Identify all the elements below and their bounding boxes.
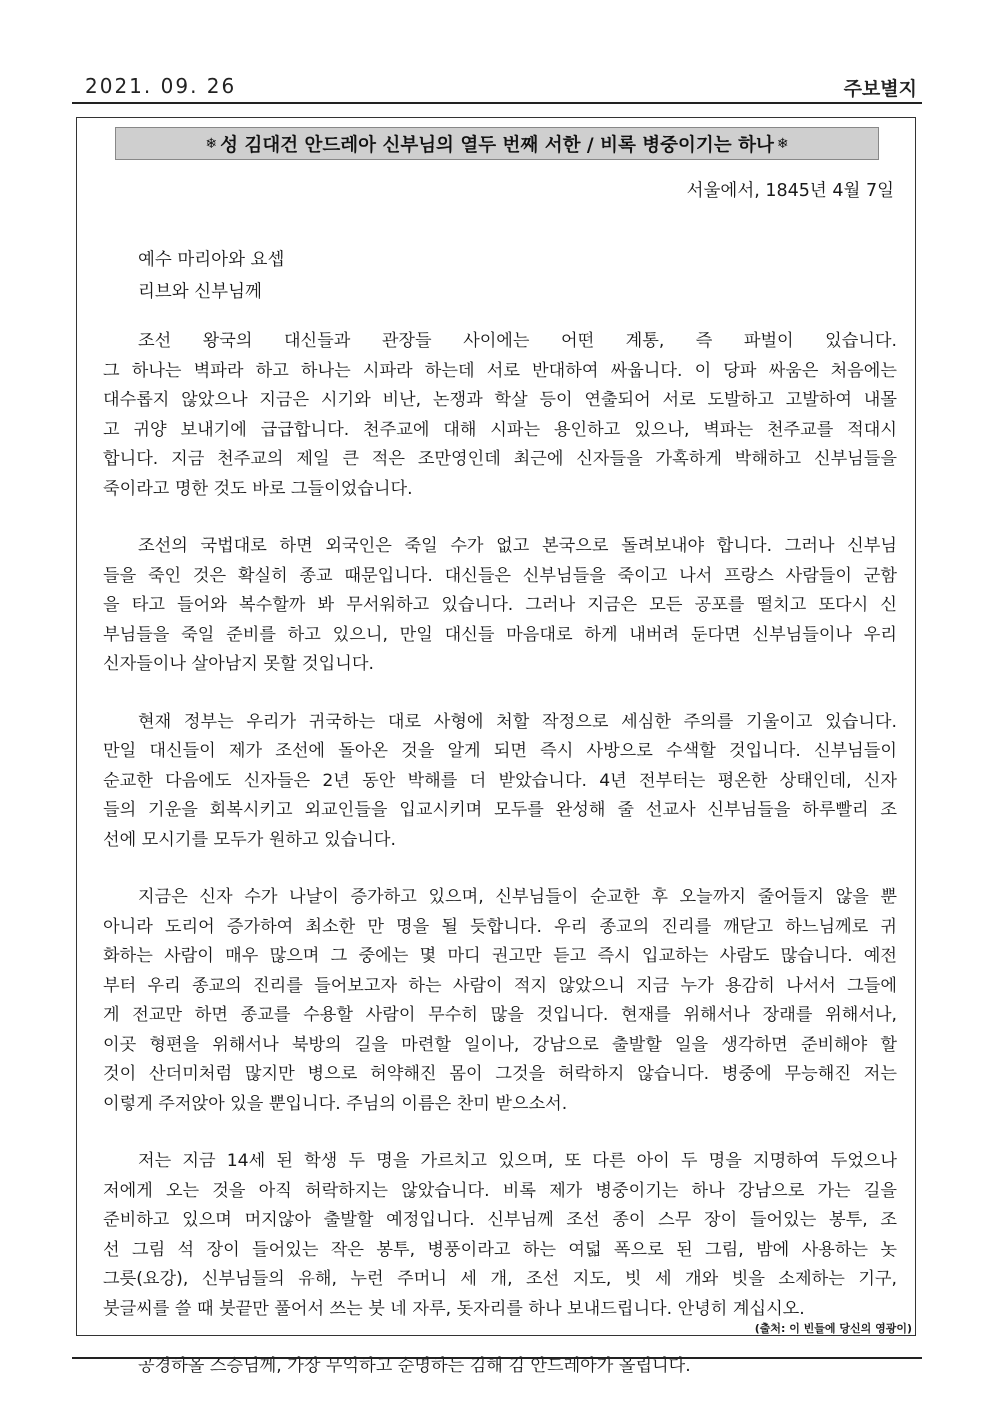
- letter-paragraph: [103, 532, 897, 680]
- paragraph-line: 저는 지금 14세 된 학생 두 명을 가르치고 있으며, 또 다른 아이 두 명을 지명하여 두었으나: [138, 1151, 897, 1171]
- salutation-line: 리브와 신부님께: [138, 282, 262, 302]
- paragraph-line: 아니라 도리어 증가하여 최소한 만 명을 될 듯합니다. 우리 종교의 진리를 깨닫고 하느님께로 귀: [103, 916, 897, 937]
- paragraph-line: 을 타고 들어와 복수할까 봐 무서워하고 있습니다. 그러나 지금은 모든 공포를 떨치고 또다시 신: [103, 595, 897, 615]
- paragraph-line: 대수롭지 않았으나 지금은 시기와 비난, 논쟁과 학살 등이 연출되어 서로 도발하고 고발하여 내몰: [103, 390, 897, 410]
- paragraph-line: 순교한 다음에도 신자들은 2년 동안 박해를 더 받았습니다. 4년 전부터는 평온한 상태인데, 신자: [103, 770, 897, 791]
- paragraph-line: 게 전교만 하면 종교를 수용할 사람이 무수히 많을 것입니다. 현재를 위해서나 장래를 위해서나,: [103, 1005, 897, 1025]
- bulletin-date: 2021. 09. 26: [85, 74, 237, 98]
- source-citation: (출처: 이 빈들에 당신의 영광이): [754, 1322, 912, 1335]
- paragraph-line: 조선의 국법대로 하면 외국인은 죽일 수가 없고 본국으로 돌려보내야 합니다. 그러나 신부님: [138, 536, 897, 556]
- paragraph-line: 공경하올 스승님께, 가장 무익하고 순명하는 김해 김 안드레아가 올립니다.: [138, 1356, 691, 1376]
- bulletin-label: 주보별지: [843, 78, 917, 100]
- paragraph-line: 지금은 신자 수가 나날이 증가하고 있으며, 신부님들이 순교한 후 오늘까지 줄어들지 않을 뿐: [138, 887, 897, 907]
- paragraph-line: 선에 모시기를 모두가 원하고 있습니다.: [103, 829, 396, 850]
- snowflake-icon: ❄: [205, 135, 218, 152]
- paragraph-line: 저에게 오는 것을 아직 허락하지는 않았습니다. 비록 제가 병중이기는 하나 강남으로 가는 길을: [103, 1180, 897, 1201]
- footer-divider: [72, 1357, 922, 1359]
- letter-paragraph: [103, 327, 897, 504]
- paragraph-line: 붓글씨를 쓸 때 붓끝만 풀어서 쓰는 붓 네 자루, 돗자리를 하나 보내드립니다. 안녕히 계십시오.: [103, 1298, 805, 1319]
- letter-title-text: 성 김대건 안드레아 신부님의 열두 번째 서한 / 비록 병중이기는 하나: [220, 134, 774, 156]
- paragraph-line: 그릇(요강), 신부님들의 유해, 누런 주머니 세 개, 조선 지도, 빗 세 개와 빗을 소제하는 기구,: [103, 1269, 897, 1289]
- paragraph-line: 이곳 형편을 위해서나 북방의 길을 마련할 일이나, 강남으로 출발할 일을 생각하면 준비해야 할: [103, 1034, 897, 1055]
- paragraph-line: 고 귀양 보내기에 급급합니다. 천주교에 대해 시파는 용인하고 있으나, 벽파는 천주교를 적대시: [103, 419, 897, 440]
- letter-salutation: [138, 244, 284, 308]
- paragraph-line: 만일 대신들이 제가 조선에 돌아온 것을 알게 되면 즉시 사방으로 수색할 것입니다. 신부님들이: [103, 741, 897, 761]
- paragraph-line: 선 그림 석 장이 들어있는 작은 봉투, 병풍이라고 하는 여덟 폭으로 된 그림, 밤에 사용하는 놋: [103, 1239, 897, 1260]
- letter-paragraph: [103, 708, 897, 856]
- letter-paragraph: [103, 1147, 897, 1324]
- paragraph-line: 부님들을 죽일 준비를 하고 있으니, 만일 대신들 마음대로 하게 내버려 둔다면 신부님들이나 우리: [103, 624, 897, 645]
- paragraph-line: 들의 기운을 회복시키고 외교인들을 입교시키며 모두를 완성해 줄 선교사 신부님들을 하루빨리 조: [103, 800, 897, 820]
- paragraph-line: 들을 죽인 것은 확실히 종교 때문입니다. 대신들은 신부님들을 죽이고 나서 프랑스 사람들이 군함: [103, 565, 897, 586]
- paragraph-line: 부터 우리 종교의 진리를 들어보고자 하는 사람이 적지 않았으니 지금 누가 용감히 나서서 그들에: [103, 975, 897, 996]
- letter-title: [115, 127, 879, 160]
- paragraph-line: 신자들이나 살아남지 못할 것입니다.: [103, 654, 374, 674]
- paragraph-line: 것이 산더미처럼 많지만 병으로 허약해진 몸이 그것을 허락하지 않습니다. 병중에 무능해진 저는: [103, 1064, 897, 1084]
- letter-dateline: 서울에서, 1845년 4월 7일: [686, 181, 894, 201]
- letter-paragraph: [103, 883, 897, 1119]
- paragraph-line: 준비하고 있으며 머지않아 출발할 예정입니다. 신부님께 조선 종이 스무 장이 들어있는 봉투, 조: [103, 1210, 897, 1230]
- paragraph-line: 그 하나는 벽파라 하고 하나는 시파라 하는데 서로 반대하여 싸웁니다. 이 당파 싸움은 처음에는: [103, 360, 897, 381]
- paragraph-line: 현재 정부는 우리가 귀국하는 대로 사형에 처할 작정으로 세심한 주의를 기울이고 있습니다.: [138, 711, 897, 732]
- header-divider: [72, 102, 922, 104]
- letter-body: [103, 327, 897, 1410]
- paragraph-line: 조선 왕국의 대신들과 관장들 사이에는 어떤 계통, 즉 파벌이 있습니다.: [138, 331, 897, 351]
- paragraph-line: 죽이라고 명한 것도 바로 그들이었습니다.: [103, 478, 413, 499]
- paragraph-line: 합니다. 지금 천주교의 제일 큰 적은 조만영인데 최근에 신자들을 가혹하게 박해하고 신부님들을: [103, 449, 897, 469]
- paragraph-line: 화하는 사람이 매우 많으며 그 중에는 몇 마디 권고만 듣고 즉시 입교하는 사람도 많습니다. 예전: [103, 946, 897, 966]
- paragraph-line: 이렇게 주저앉아 있을 뿐입니다. 주님의 이름은 찬미 받으소서.: [103, 1093, 568, 1114]
- snowflake-icon: ❄: [776, 135, 789, 152]
- salutation-line: 예수 마리아와 요셉: [138, 250, 285, 270]
